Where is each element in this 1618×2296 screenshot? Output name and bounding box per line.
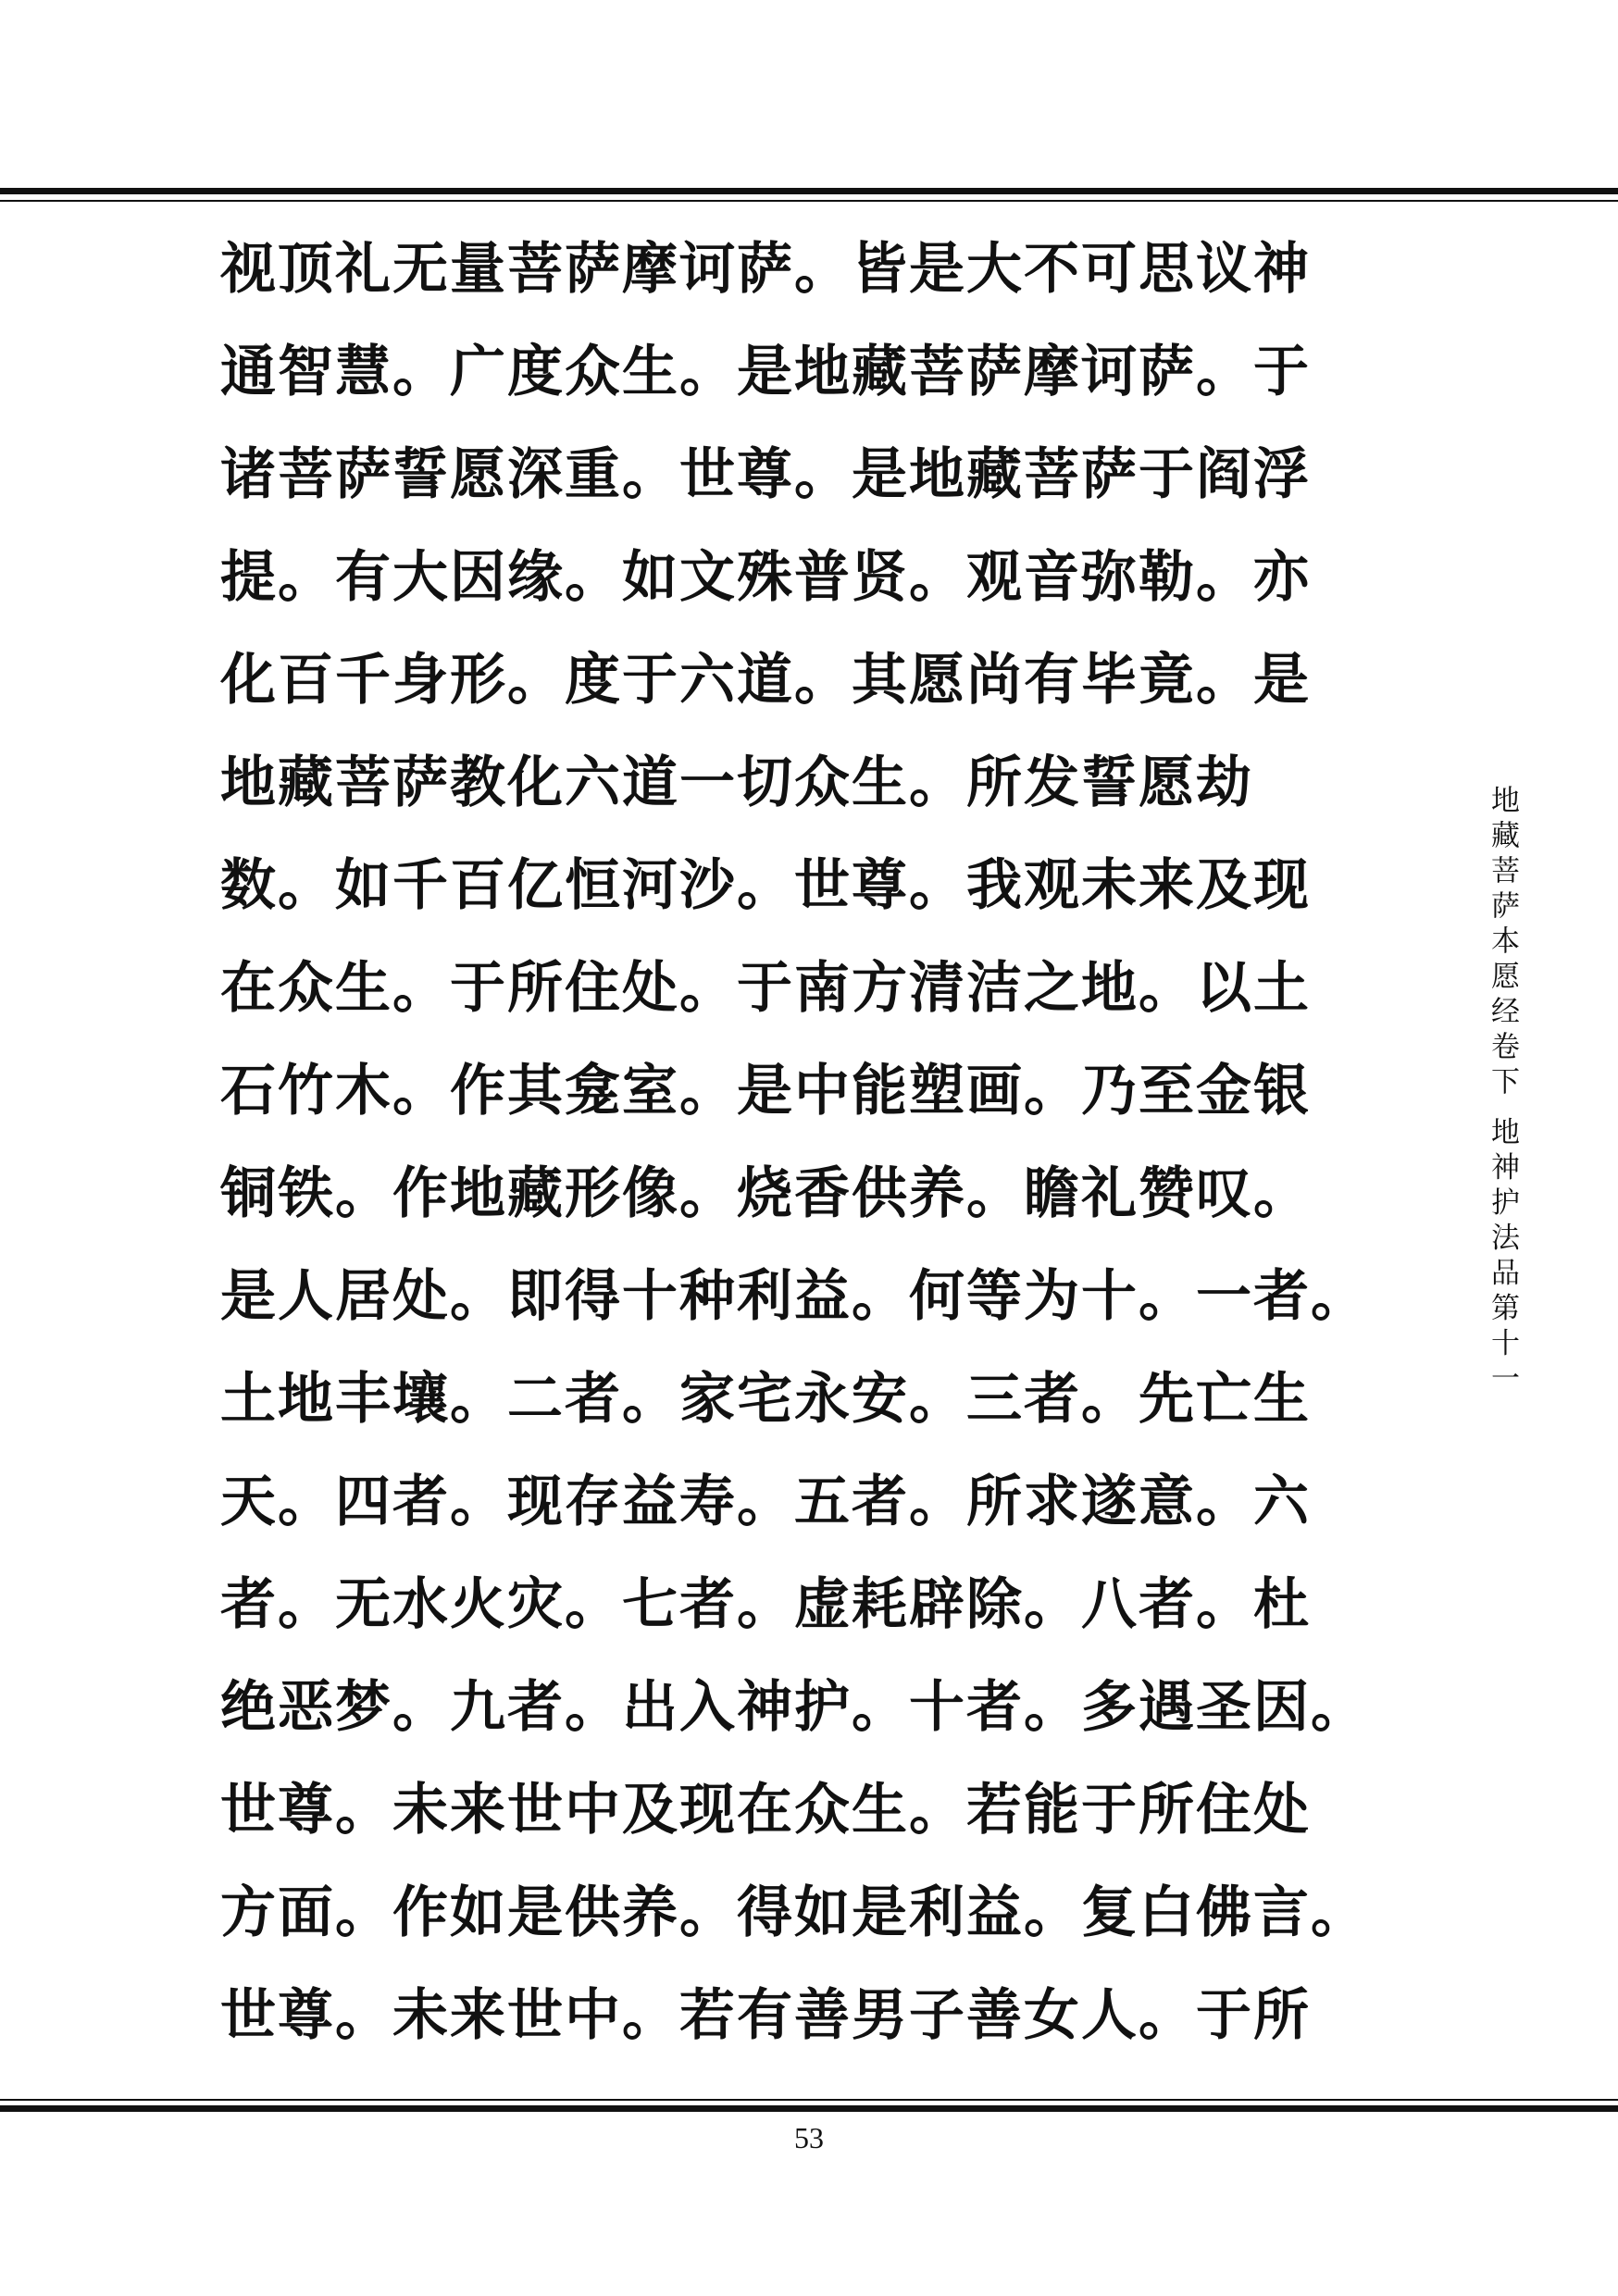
scripture-body-text xyxy=(220,218,1387,2067)
text-line-12: 土地丰壤。二者。家宅永安。三者。先亡生 xyxy=(220,1367,1311,1432)
text-line-17: 方面。作如是供养。得如是利益。复白佛言。 xyxy=(220,1880,1368,1945)
bottom-rule-thin xyxy=(0,2099,1618,2101)
page-number: 53 xyxy=(794,2121,824,2154)
text-line-9: 石竹木。作其龛室。是中能塑画。乃至金银 xyxy=(220,1059,1311,1123)
text-line-11: 是人居处。即得十种利益。何等为十。一者。 xyxy=(220,1264,1368,1329)
text-line-13: 天。四者。现存益寿。五者。所求遂意。六 xyxy=(220,1470,1311,1534)
text-line-3: 诸菩萨誓愿深重。世尊。是地藏菩萨于阎浮 xyxy=(220,442,1311,507)
text-line-7: 数。如千百亿恒河沙。世尊。我观未来及现 xyxy=(220,853,1311,918)
text-line-8: 在众生。于所住处。于南方清洁之地。以土 xyxy=(220,956,1311,1021)
text-line-5: 化百千身形。度于六道。其愿尚有毕竟。是 xyxy=(220,648,1311,713)
text-line-15: 绝恶梦。九者。出入神护。十者。多遇圣因。 xyxy=(220,1675,1368,1740)
text-line-10: 铜铁。作地藏形像。烧香供养。瞻礼赞叹。 xyxy=(220,1161,1311,1226)
bottom-rule-thick xyxy=(0,2105,1618,2112)
top-rule-thick xyxy=(0,188,1618,194)
text-line-6: 地藏菩萨教化六道一切众生。所发誓愿劫 xyxy=(220,751,1253,815)
text-line-4: 提。有大因缘。如文殊普贤。观音弥勒。亦 xyxy=(220,545,1311,610)
top-rule-thin xyxy=(0,200,1618,202)
text-line-1: 视顶礼无量菩萨摩诃萨。皆是大不可思议神 xyxy=(220,237,1311,302)
text-line-18: 世尊。未来世中。若有善男子善女人。于所 xyxy=(220,1983,1311,2048)
text-line-14: 者。无水火灾。七者。虚耗辟除。八者。杜 xyxy=(220,1572,1311,1637)
text-line-2: 通智慧。广度众生。是地藏菩萨摩诃萨。于 xyxy=(220,340,1311,404)
chapter-side-title: 地藏菩萨本愿经卷下 地神护法品第十一 xyxy=(1486,785,1519,1398)
text-line-16: 世尊。未来世中及现在众生。若能于所住处 xyxy=(220,1778,1311,1843)
